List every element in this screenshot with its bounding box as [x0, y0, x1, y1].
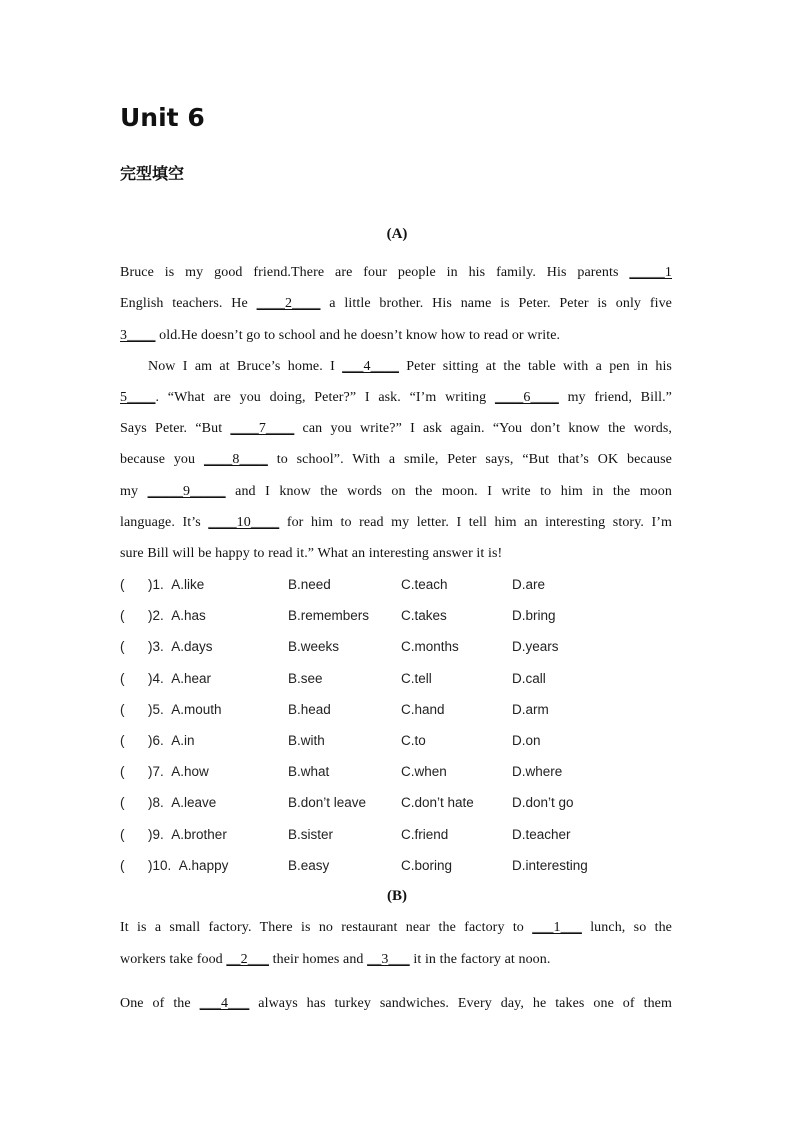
- question-row: [120, 761, 680, 783]
- passage-b-line: It is a small factory. There is no restaurant near the factory to ___1___ lunch, so the: [120, 917, 672, 939]
- unit-title: Unit 6: [120, 103, 205, 132]
- passage-a-line: sure Bill will be happy to read it.” What an interesting answer it is!: [120, 546, 503, 561]
- option-b[interactable]: B.easy: [288, 857, 330, 873]
- blank-4: ___4____: [342, 359, 399, 374]
- option-c[interactable]: C.tell: [401, 670, 432, 686]
- passage-a-line: language. It’s ____10____ for him to read my letter. I tell him an interesting story. I’m: [120, 512, 672, 534]
- question-number: 8.: [152, 795, 164, 811]
- question-row: [120, 855, 680, 877]
- question-row: [120, 574, 680, 596]
- answer-blank[interactable]: (: [120, 577, 125, 592]
- option-a[interactable]: A.like: [171, 577, 205, 592]
- option-d[interactable]: D.where: [512, 764, 563, 780]
- paren-close: ): [148, 857, 153, 873]
- question-number-and-option-a: [148, 855, 228, 877]
- option-c[interactable]: C.when: [401, 764, 447, 780]
- blank-9: _____9_____: [147, 484, 226, 499]
- answer-blank[interactable]: (: [120, 701, 125, 717]
- blank-b3: __3___: [367, 952, 410, 967]
- blank-b2: __2___: [226, 952, 269, 967]
- question-number-and-option-a: [148, 574, 204, 596]
- passage-b-line: One of the ___4___ always has turkey sandwiches. Every day, he takes one of them: [120, 993, 672, 1015]
- answer-blank[interactable]: (: [120, 733, 125, 748]
- option-b[interactable]: B.see: [288, 670, 323, 686]
- paren-close: ): [148, 764, 153, 780]
- blank-b4: ___4___: [199, 996, 250, 1011]
- option-c[interactable]: C.boring: [401, 857, 453, 873]
- question-number-and-option-a: [148, 668, 211, 690]
- question-number-and-option-a: [148, 761, 209, 783]
- question-number-and-option-a: [148, 792, 216, 814]
- option-d[interactable]: D.on: [512, 733, 541, 748]
- option-a[interactable]: A.days: [171, 639, 213, 655]
- passage-b-line: workers take food __2___ their homes and __3___ it in the factory at noon.: [120, 949, 672, 971]
- option-c[interactable]: C.to: [401, 733, 426, 748]
- passage-a-line: my _____9_____ and I know the words on the moon. I write to him in the moon: [120, 481, 672, 503]
- option-d[interactable]: D.don’t go: [512, 795, 574, 811]
- passage-a-line: English teachers. He ____2____ a little brother. His name is Peter. Peter is only five: [120, 293, 672, 315]
- option-d[interactable]: D.bring: [512, 608, 556, 624]
- blank-5: 5____: [120, 390, 156, 405]
- option-c[interactable]: C.don’t hate: [401, 795, 474, 811]
- option-b[interactable]: B.need: [288, 577, 331, 592]
- paren-close: ): [148, 639, 153, 655]
- passage-a-line: because you ____8____ to school”. With a smile, Peter says, “But that’s OK because: [120, 449, 672, 471]
- option-b[interactable]: B.remembers: [288, 608, 370, 624]
- blank-b1: ___1___: [532, 920, 582, 935]
- question-row: [120, 792, 680, 814]
- question-number-and-option-a: [148, 636, 213, 658]
- option-c[interactable]: C.takes: [401, 608, 447, 624]
- question-number-and-option-a: [148, 824, 227, 846]
- blank-2: ____2____: [256, 296, 321, 311]
- option-c[interactable]: C.months: [401, 639, 459, 655]
- passage-a-line: Bruce is my good friend.There are four people in his family. His parents _____1: [120, 262, 672, 284]
- option-b[interactable]: B.sister: [288, 826, 334, 842]
- passage-a-line: Says Peter. “But ____7____ can you write?” I ask again. “You don’t know the words,: [120, 418, 672, 440]
- blank-3: 3____: [120, 328, 156, 343]
- paren-close: ): [148, 608, 153, 624]
- paren-close: ): [148, 795, 153, 811]
- question-number-and-option-a: [148, 699, 222, 721]
- question-number: 6.: [152, 733, 164, 748]
- answer-blank[interactable]: (: [120, 608, 125, 624]
- part-b-label: (B): [387, 888, 407, 904]
- answer-blank[interactable]: (: [120, 795, 125, 811]
- section-title: 完型填空: [120, 164, 185, 183]
- option-d[interactable]: D.are: [512, 577, 546, 592]
- question-row: [120, 824, 680, 846]
- paren-close: ): [148, 670, 153, 686]
- option-a[interactable]: A.has: [171, 608, 206, 624]
- paren-close: ): [148, 826, 153, 842]
- paren-close: ): [148, 733, 153, 748]
- option-b[interactable]: B.what: [288, 764, 330, 780]
- question-row: [120, 699, 680, 721]
- question-number: 9.: [152, 826, 164, 842]
- question-number-and-option-a: [148, 605, 206, 627]
- option-c[interactable]: C.friend: [401, 826, 449, 842]
- passage-a-line: Now I am at Bruce’s home. I ___4____ Peter sitting at the table with a pen in his: [148, 356, 672, 378]
- option-a[interactable]: A.mouth: [171, 701, 222, 717]
- option-b[interactable]: B.head: [288, 701, 331, 717]
- answer-blank[interactable]: (: [120, 857, 125, 873]
- blank-7: ____7____: [230, 421, 295, 436]
- passage-a-line: 5____. “What are you doing, Peter?” I ask. “I’m writing ____6____ my friend, Bill.”: [120, 387, 672, 409]
- question-number: 4.: [152, 670, 164, 686]
- answer-blank[interactable]: (: [120, 639, 125, 655]
- answer-blank[interactable]: (: [120, 670, 125, 686]
- passage-a-line: 3____ old.He doesn’t go to school and he doesn’t know how to read or write.: [120, 325, 672, 347]
- paren-close: ): [148, 577, 153, 592]
- question-row: [120, 668, 680, 690]
- option-d[interactable]: D.arm: [512, 701, 549, 717]
- option-a[interactable]: A.brother: [171, 826, 227, 842]
- question-row: [120, 636, 680, 658]
- option-d[interactable]: D.teacher: [512, 826, 571, 842]
- option-a[interactable]: A.leave: [171, 795, 217, 811]
- question-number-and-option-a: [148, 730, 195, 752]
- option-a[interactable]: A.in: [171, 733, 195, 748]
- question-number: 3.: [152, 639, 164, 655]
- option-b[interactable]: B.with: [288, 733, 325, 748]
- option-c[interactable]: C.hand: [401, 701, 445, 717]
- option-a[interactable]: A.how: [171, 764, 209, 780]
- question-number: 2.: [152, 608, 164, 624]
- blank-6: ____6____: [494, 390, 559, 405]
- blank-8: ____8____: [203, 452, 268, 467]
- part-a-label: (A): [386, 226, 408, 242]
- question-number: 10.: [152, 857, 172, 873]
- option-a[interactable]: A.hear: [171, 670, 212, 686]
- option-d[interactable]: D.interesting: [512, 857, 588, 873]
- question-number: 1.: [152, 577, 164, 592]
- paren-close: ): [148, 701, 153, 717]
- option-d[interactable]: D.call: [512, 670, 546, 686]
- blank-1: _____1: [629, 265, 672, 280]
- option-c[interactable]: C.teach: [401, 577, 448, 592]
- answer-blank[interactable]: (: [120, 826, 125, 842]
- option-b[interactable]: B.don’t leave: [288, 795, 367, 811]
- option-a[interactable]: A.happy: [178, 857, 229, 873]
- question-number: 5.: [152, 701, 164, 717]
- option-d[interactable]: D.years: [512, 639, 559, 655]
- blank-10: ____10____: [208, 515, 280, 530]
- question-row: [120, 605, 680, 627]
- answer-blank[interactable]: (: [120, 764, 125, 780]
- question-number: 7.: [152, 764, 164, 780]
- option-b[interactable]: B.weeks: [288, 639, 340, 655]
- question-row: [120, 730, 680, 752]
